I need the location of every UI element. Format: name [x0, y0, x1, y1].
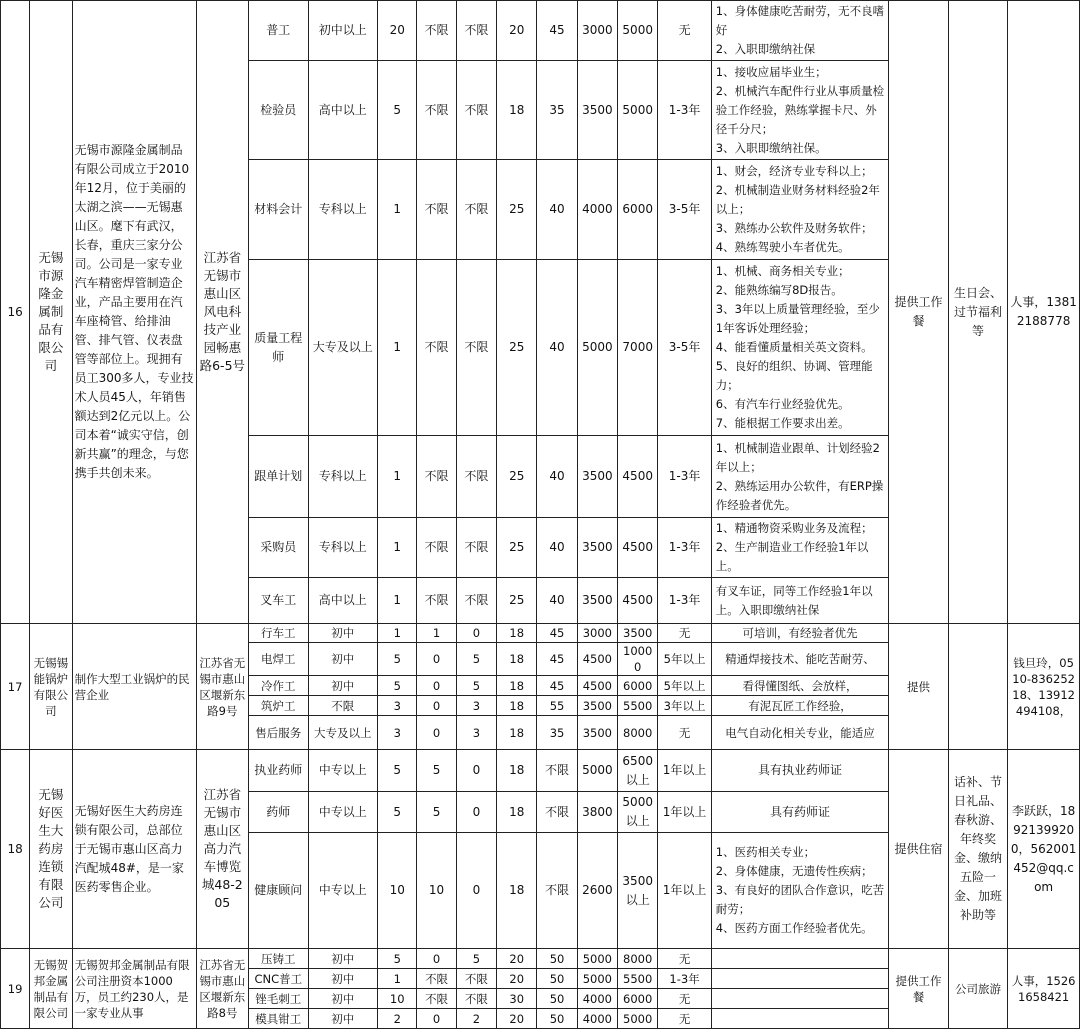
job-age-min: 18	[497, 792, 537, 833]
job-count: 1	[378, 624, 417, 643]
job-experience: 3年以上	[658, 696, 711, 716]
job-age-max: 40	[537, 260, 577, 436]
job-salary-max: 5000以上	[618, 792, 658, 833]
job-age-max: 50	[537, 1009, 577, 1029]
job-count: 1	[378, 969, 417, 989]
job-gender-2: 0	[456, 833, 496, 949]
job-salary-max: 6000	[618, 160, 658, 260]
job-gender-2: 不限	[456, 160, 496, 260]
job-age-min: 25	[497, 518, 537, 578]
company-welfare	[948, 624, 1007, 750]
job-salary-min: 5000	[577, 260, 617, 436]
job-experience: 1-3年	[658, 969, 711, 989]
job-gender-1: 0	[417, 1009, 456, 1029]
job-salary-min: 4000	[577, 1009, 617, 1029]
job-age-min: 30	[497, 989, 537, 1009]
job-salary-min: 3500	[577, 578, 617, 624]
job-requirements: 1、机械制造业跟单、计划经验2年以上； 2、熟练运用办公软件，有ERP操作经验者优先。	[711, 436, 888, 518]
job-salary-min: 2600	[577, 833, 617, 949]
job-requirements	[711, 989, 888, 1009]
job-requirements: 1、机械、商务相关专业； 2、能熟练编写8D报告。 3、3年以上质量管理经验，至少1年客诉处理经验； 4、能看懂质量相关英文资料。 5、良好的组织、协调、管理能力； 6、有汽车行业经验优先。 7、能根据工作要求出差。	[711, 260, 888, 436]
job-gender-1: 0	[417, 949, 456, 969]
job-salary-max: 5000	[618, 61, 658, 160]
job-age-min: 18	[497, 716, 537, 750]
company-address: 江苏省无锡市惠山区高力汽车博览城48-205	[196, 750, 248, 949]
job-count: 1	[378, 260, 417, 436]
job-age-min: 20	[497, 969, 537, 989]
job-gender-1: 不限	[417, 160, 456, 260]
job-count: 1	[378, 578, 417, 624]
job-salary-min: 3000	[577, 1, 617, 61]
job-gender-2: 不限	[456, 1, 496, 61]
job-experience: 1-3年	[658, 61, 711, 160]
job-experience: 无	[658, 624, 711, 643]
job-gender-2: 不限	[456, 61, 496, 160]
job-gender-2: 不限	[456, 518, 496, 578]
job-education: 初中	[308, 676, 378, 696]
job-experience: 3-5年	[658, 160, 711, 260]
company-welfare: 生日会、过节福利等	[948, 1, 1007, 624]
job-count: 5	[378, 949, 417, 969]
job-requirements: 1、精通物资采购业务及流程； 2、生产制造业工作经验1年以上。	[711, 518, 888, 578]
table-row	[1, 624, 1080, 643]
company-contact: 人事，13812188778	[1008, 1, 1080, 624]
job-count: 5	[378, 750, 417, 792]
company-address: 江苏省无锡市惠山区堰新东路9号	[196, 624, 248, 750]
company-name: 无锡好医生大药房连锁有限公司	[30, 750, 72, 949]
job-title: 模具钳工	[249, 1009, 308, 1029]
job-education: 高中以上	[308, 61, 378, 160]
job-age-max: 35	[537, 716, 577, 750]
job-age-max: 45	[537, 1, 577, 61]
job-gender-1: 不限	[417, 969, 456, 989]
job-age-max: 不限	[537, 833, 577, 949]
job-salary-min: 5000	[577, 750, 617, 792]
job-age-min: 20	[497, 949, 537, 969]
job-title: 冷作工	[249, 676, 308, 696]
job-title: 健康顾问	[249, 833, 308, 949]
company-lodging: 提供	[889, 624, 948, 750]
job-age-max: 45	[537, 676, 577, 696]
job-gender-2: 不限	[456, 969, 496, 989]
job-salary-max: 6000	[618, 676, 658, 696]
company-lodging: 提供工作餐	[889, 1, 948, 624]
job-salary-max: 5000	[618, 1, 658, 61]
job-salary-max: 3500	[618, 624, 658, 643]
job-age-min: 25	[497, 436, 537, 518]
job-experience: 无	[658, 716, 711, 750]
job-gender-2: 0	[456, 792, 496, 833]
job-age-min: 20	[497, 1009, 537, 1029]
job-gender-2: 3	[456, 716, 496, 750]
job-experience: 1年以上	[658, 792, 711, 833]
job-requirements: 1、身体健康吃苦耐劳，无不良嗜好 2、入职即缴纳社保	[711, 1, 888, 61]
job-age-max: 55	[537, 696, 577, 716]
company-address: 江苏省无锡市惠山区堰新东路8号	[196, 949, 248, 1029]
job-age-min: 18	[497, 833, 537, 949]
job-salary-min: 3500	[577, 61, 617, 160]
job-gender-1: 不限	[417, 989, 456, 1009]
job-count: 5	[378, 792, 417, 833]
job-education: 专科以上	[308, 160, 378, 260]
job-age-max: 45	[537, 643, 577, 676]
table-body	[1, 1, 1080, 1029]
job-salary-min: 5000	[577, 969, 617, 989]
job-title: 行车工	[249, 624, 308, 643]
job-count: 2	[378, 1009, 417, 1029]
job-age-min: 18	[497, 696, 537, 716]
job-salary-max: 5500	[618, 969, 658, 989]
job-gender-1: 不限	[417, 260, 456, 436]
job-salary-max: 6000	[618, 989, 658, 1009]
job-count: 5	[378, 61, 417, 160]
job-title: 质量工程师	[249, 260, 308, 436]
job-count: 3	[378, 716, 417, 750]
job-title: 执业药师	[249, 750, 308, 792]
job-title: 筑炉工	[249, 696, 308, 716]
job-requirements: 有叉车证，同等工作经验1年以上。入职即缴纳社保	[711, 578, 888, 624]
job-gender-1: 0	[417, 643, 456, 676]
job-salary-min: 3500	[577, 436, 617, 518]
job-title: 锉毛刺工	[249, 989, 308, 1009]
table-row	[1, 750, 1080, 792]
job-age-min: 18	[497, 61, 537, 160]
company-address: 江苏省无锡市惠山区风电科技产业园畅惠路6-5号	[196, 1, 248, 624]
job-gender-1: 不限	[417, 1, 456, 61]
job-education: 高中以上	[308, 578, 378, 624]
company-number: 19	[1, 949, 30, 1029]
job-age-min: 25	[497, 160, 537, 260]
company-welfare: 话补、节日礼品、春秋游、年终奖金、缴纳五险一金、加班补助等	[948, 750, 1007, 949]
job-salary-min: 4500	[577, 676, 617, 696]
job-salary-min: 4000	[577, 989, 617, 1009]
job-age-max: 40	[537, 436, 577, 518]
job-education: 初中	[308, 969, 378, 989]
job-experience: 无	[658, 949, 711, 969]
job-title: 跟单计划	[249, 436, 308, 518]
company-name: 无锡贺邦金属制品有限公司	[30, 949, 72, 1029]
job-age-max: 50	[537, 949, 577, 969]
job-experience: 5年以上	[658, 643, 711, 676]
job-requirements: 可培训，有经验者优先	[711, 624, 888, 643]
job-salary-max: 7000	[618, 260, 658, 436]
job-education: 大专及以上	[308, 260, 378, 436]
job-education: 专科以上	[308, 436, 378, 518]
job-requirements: 有泥瓦匠工作经验，	[711, 696, 888, 716]
job-gender-1: 不限	[417, 436, 456, 518]
job-count: 10	[378, 989, 417, 1009]
job-age-max: 不限	[537, 792, 577, 833]
job-experience: 1年以上	[658, 833, 711, 949]
job-experience: 5年以上	[658, 676, 711, 696]
job-salary-min: 5000	[577, 949, 617, 969]
job-age-max: 40	[537, 518, 577, 578]
job-salary-max: 3500以上	[618, 833, 658, 949]
job-experience: 1-3年	[658, 436, 711, 518]
job-title: 叉车工	[249, 578, 308, 624]
job-requirements: 电气自动化相关专业，能适应	[711, 716, 888, 750]
job-education: 专科以上	[308, 518, 378, 578]
job-title: 压铸工	[249, 949, 308, 969]
job-gender-1: 0	[417, 716, 456, 750]
job-salary-max: 4500	[618, 578, 658, 624]
job-count: 20	[378, 1, 417, 61]
job-gender-1: 0	[417, 676, 456, 696]
job-title: 材料会计	[249, 160, 308, 260]
company-welfare: 公司旅游	[948, 949, 1007, 1029]
job-salary-min: 3500	[577, 696, 617, 716]
job-count: 10	[378, 833, 417, 949]
job-requirements: 精通焊接技术、能吃苦耐劳、	[711, 643, 888, 676]
job-title: 药师	[249, 792, 308, 833]
job-age-min: 25	[497, 260, 537, 436]
job-count: 1	[378, 160, 417, 260]
job-requirements	[711, 969, 888, 989]
job-gender-2: 0	[456, 624, 496, 643]
job-count: 1	[378, 436, 417, 518]
company-number: 16	[1, 1, 30, 624]
job-gender-2: 2	[456, 1009, 496, 1029]
job-education: 中专以上	[308, 750, 378, 792]
job-salary-max: 8000	[618, 949, 658, 969]
company-intro: 制作大型工业锅炉的民营企业	[72, 624, 196, 750]
company-contact: 李跃跃，18921399200，562001452@qq.com	[1008, 750, 1080, 949]
job-title: 采购员	[249, 518, 308, 578]
job-age-min: 18	[497, 676, 537, 696]
job-salary-min: 3000	[577, 624, 617, 643]
job-gender-2: 不限	[456, 578, 496, 624]
job-education: 大专及以上	[308, 716, 378, 750]
job-gender-1: 不限	[417, 61, 456, 160]
job-education: 中专以上	[308, 833, 378, 949]
job-requirements: 看得懂图纸、会放样，	[711, 676, 888, 696]
job-count: 5	[378, 676, 417, 696]
job-education: 初中以上	[308, 1, 378, 61]
job-count: 5	[378, 643, 417, 676]
job-title: 电焊工	[249, 643, 308, 676]
job-salary-max: 10000	[618, 643, 658, 676]
job-gender-2: 3	[456, 696, 496, 716]
job-age-min: 18	[497, 643, 537, 676]
job-salary-max: 4500	[618, 518, 658, 578]
job-education: 初中	[308, 949, 378, 969]
job-age-max: 40	[537, 578, 577, 624]
job-education: 初中	[308, 1009, 378, 1029]
job-title: 普工	[249, 1, 308, 61]
job-gender-1: 1	[417, 624, 456, 643]
job-gender-2: 5	[456, 676, 496, 696]
job-requirements: 具有执业药师证	[711, 750, 888, 792]
job-education: 初中	[308, 989, 378, 1009]
job-gender-2: 5	[456, 949, 496, 969]
job-age-max: 35	[537, 61, 577, 160]
company-name: 无锡市源隆金属制品有限公司	[30, 1, 72, 624]
job-gender-2: 不限	[456, 436, 496, 518]
company-contact: 人事，15261658421	[1008, 949, 1080, 1029]
job-title: 检验员	[249, 61, 308, 160]
job-gender-1: 5	[417, 750, 456, 792]
job-salary-max: 8000	[618, 716, 658, 750]
job-experience: 1-3年	[658, 578, 711, 624]
job-salary-max: 6500以上	[618, 750, 658, 792]
job-experience: 1年以上	[658, 750, 711, 792]
job-gender-1: 不限	[417, 518, 456, 578]
company-lodging: 提供住宿	[889, 750, 948, 949]
job-age-max: 45	[537, 624, 577, 643]
company-name: 无锡锡能锅炉有限公司	[30, 624, 72, 750]
job-age-min: 25	[497, 578, 537, 624]
job-count: 1	[378, 518, 417, 578]
job-salary-min: 4000	[577, 160, 617, 260]
job-education: 初中	[308, 624, 378, 643]
job-age-max: 不限	[537, 750, 577, 792]
table-row	[1, 1, 1080, 61]
job-age-max: 50	[537, 989, 577, 1009]
job-education: 中专以上	[308, 792, 378, 833]
job-age-min: 18	[497, 750, 537, 792]
job-gender-2: 不限	[456, 260, 496, 436]
company-intro: 无锡好医生大药房连锁有限公司，总部位于无锡市惠山区高力汽配城48#，是一家医药零售企业。	[72, 750, 196, 949]
job-salary-min: 4500	[577, 643, 617, 676]
table-row	[1, 949, 1080, 969]
job-gender-2: 不限	[456, 989, 496, 1009]
job-requirements: 1、医药相关专业； 2、身体健康，无遗传性疾病； 3、有良好的团队合作意识，吃苦耐劳； 4、医药方面工作经验者优先。	[711, 833, 888, 949]
job-salary-min: 3800	[577, 792, 617, 833]
job-salary-max: 5000	[618, 1009, 658, 1029]
job-gender-2: 5	[456, 643, 496, 676]
job-requirements	[711, 949, 888, 969]
job-count: 3	[378, 696, 417, 716]
job-experience: 1-3年	[658, 518, 711, 578]
job-gender-2: 0	[456, 750, 496, 792]
job-requirements: 1、接收应届毕业生； 2、机械汽车配件行业从事质量检验工作经验，熟练掌握卡尺、外径千分尺； 3、入职即缴纳社保。	[711, 61, 888, 160]
job-experience: 无	[658, 1009, 711, 1029]
job-education: 不限	[308, 696, 378, 716]
job-title: CNC普工	[249, 969, 308, 989]
job-age-min: 20	[497, 1, 537, 61]
job-salary-min: 3500	[577, 518, 617, 578]
company-lodging: 提供工作餐	[889, 949, 948, 1029]
company-intro: 无锡贺邦金属制品有限公司注册资本1000万，员工约230人，是一家专业从事	[72, 949, 196, 1029]
job-salary-max: 5500	[618, 696, 658, 716]
job-requirements: 1、财会，经济专业专科以上； 2、机械制造业财务材料经验2年以上； 3、熟练办公软件及财务软件； 4、熟练驾驶小车者优先。	[711, 160, 888, 260]
job-title: 售后服务	[249, 716, 308, 750]
job-salary-min: 3500	[577, 716, 617, 750]
job-education: 初中	[308, 643, 378, 676]
company-contact: 钱旦玲，0510-83625218、13912494108，	[1008, 624, 1080, 750]
company-number: 17	[1, 624, 30, 750]
job-experience: 3-5年	[658, 260, 711, 436]
job-age-max: 50	[537, 969, 577, 989]
job-age-min: 18	[497, 624, 537, 643]
job-requirements: 具有药师证	[711, 792, 888, 833]
job-experience: 无	[658, 1, 711, 61]
company-number: 18	[1, 750, 30, 949]
company-intro: 无锡市源隆金属制品有限公司成立于2010年12月，位于美丽的太湖之滨——无锡惠山区。麾下有武汉，长春，重庆三家分公司。公司是一家专业汽车精密焊管制造企业，产品主要用在汽车座椅管、给排油管、排气管、仪表盘管等部位上。现拥有员工300多人，专业技术人员45人，年销售额达到2亿元以上。公司本着“诚实守信，创新共赢”的理念，与您携手共创未来。	[72, 1, 196, 624]
job-gender-1: 10	[417, 833, 456, 949]
job-salary-max: 4500	[618, 436, 658, 518]
job-gender-1: 0	[417, 696, 456, 716]
job-gender-1: 5	[417, 792, 456, 833]
job-experience: 无	[658, 989, 711, 1009]
job-gender-1: 不限	[417, 578, 456, 624]
job-age-max: 40	[537, 160, 577, 260]
